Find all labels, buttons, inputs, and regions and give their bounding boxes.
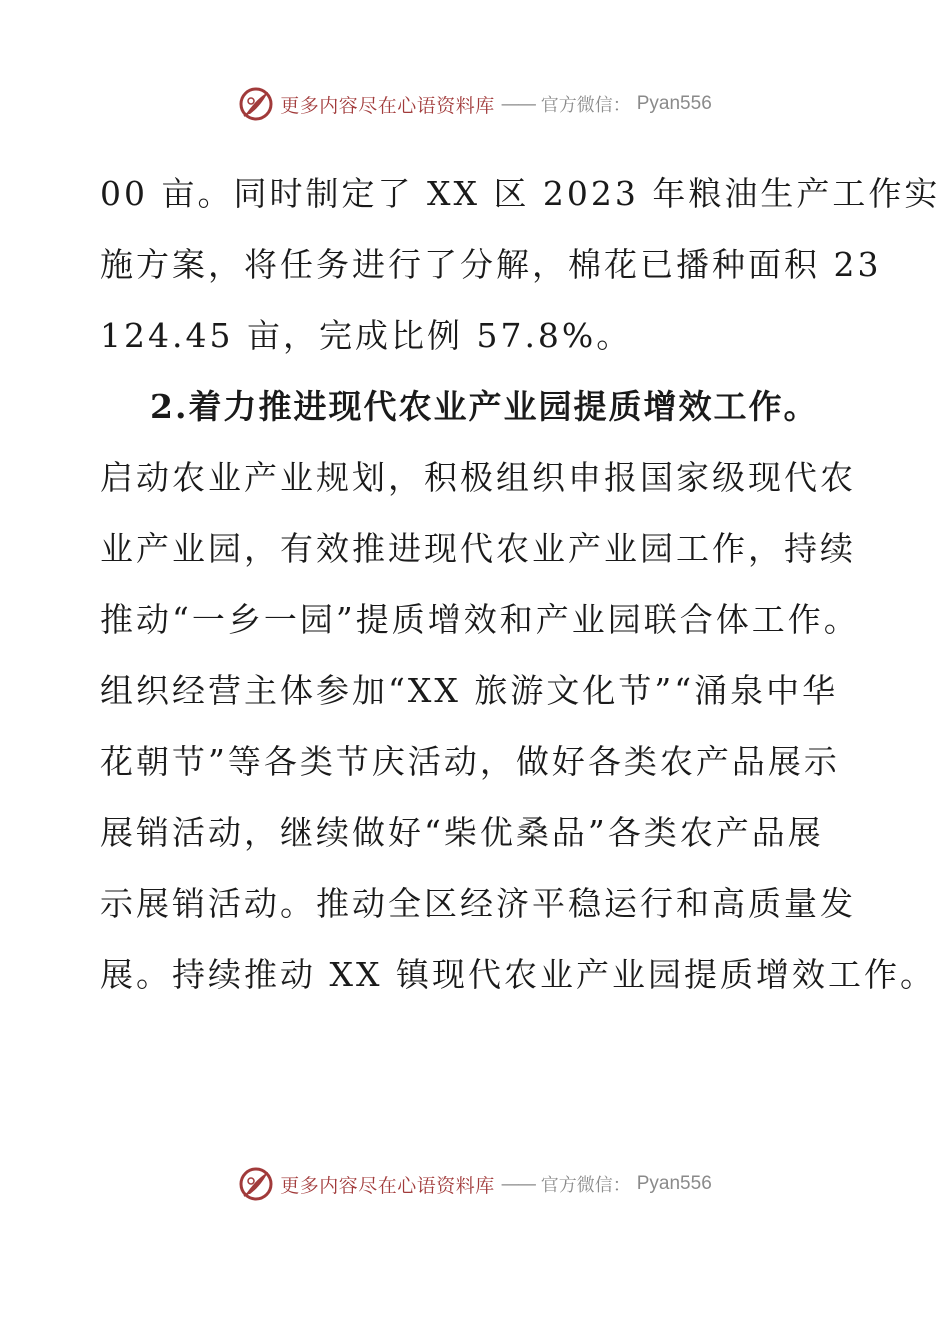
paragraph-line: 展。持续推动 XX 镇现代农业产业园提质增效工作。 <box>100 955 936 994</box>
paragraph-line: 启动农业产业规划，积极组织申报国家级现代农 <box>100 458 856 497</box>
paragraph-line: 示展销活动。推动全区经济平稳运行和高质量发 <box>100 884 856 923</box>
watermark-text: 更多内容尽在心语资料库 <box>280 1174 495 1197</box>
section-heading: 2.着力推进现代农业产业园提质增效工作。 <box>150 387 819 426</box>
paragraph-line: 展销活动，继续做好“柴优桑品”各类农产品展 <box>100 813 824 852</box>
watermark-suffix: 官方微信： <box>540 95 631 116</box>
watermark-dash: —— <box>500 93 535 115</box>
document-body <box>100 158 941 1010</box>
paragraph-line: 花朝节”等各类节庆活动，做好各类农产品展示 <box>100 742 840 781</box>
quill-logo-icon <box>238 1166 274 1202</box>
watermark-wechat-id: Pyan556 <box>636 93 712 114</box>
footer-watermark <box>0 1164 950 1204</box>
watermark-suffix: 官方微信： <box>540 1175 631 1196</box>
watermark-dash: —— <box>500 1173 535 1195</box>
watermark-wechat-id: Pyan556 <box>636 1173 712 1194</box>
paragraph-line: 00 亩。同时制定了 XX 区 2023 年粮油生产工作实 <box>100 174 941 213</box>
watermark-text: 更多内容尽在心语资料库 <box>280 94 495 117</box>
paragraph-line: 业产业园，有效推进现代农业产业园工作，持续 <box>100 529 856 568</box>
paragraph-line: 推动“一乡一园”提质增效和产业园联合体工作。 <box>100 600 860 639</box>
paragraph-line: 施方案，将任务进行了分解，棉花已播种面积 23 <box>100 245 882 284</box>
header-watermark <box>0 84 950 124</box>
quill-logo-icon <box>238 86 274 122</box>
paragraph-line: 124.45 亩，完成比例 57.8%。 <box>100 316 633 355</box>
paragraph-line: 组织经营主体参加“XX 旅游文化节”“涌泉中华 <box>100 671 839 710</box>
